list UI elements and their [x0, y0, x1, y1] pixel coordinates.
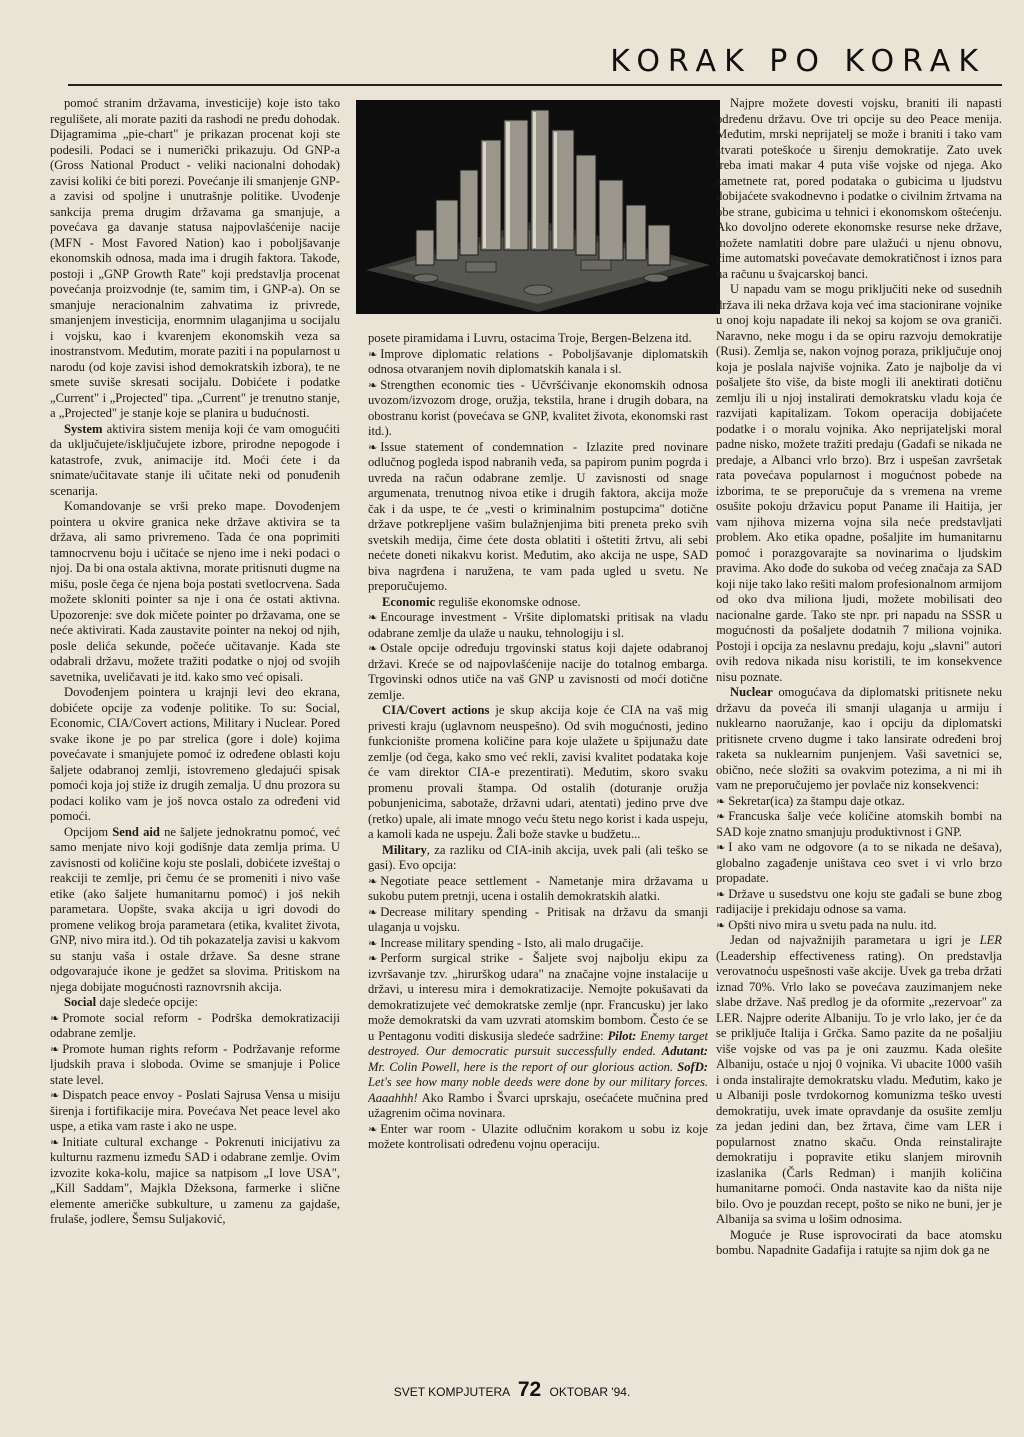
paragraph	[368, 641, 708, 703]
text-run: Francuska šalje veće količine atomskih bombi na SAD koje znatno smanjuju produktivnost i GNP.	[716, 809, 1002, 839]
text-run: Države u susedstvu one koju ste gađali se bune zbog radijacije i prekidaju odnose sa vama.	[716, 886, 1002, 916]
text-run: Opšti nivo mira u svetu pada na nulu. itd.	[728, 917, 937, 932]
paragraph	[368, 331, 708, 347]
text-run: je skup akcija koje će CIA na vaš mig privesti kraju (uglavnom neuspešno). Od svih mogućnosti, jedino funkcionište promena količine para koje ulažete u špijunažu date zemlje (od čega, kako smo već rekli, zavisi kvalitet podataka koje će vam direktor CIA-e prezentirati). Međutim, skoro svaku promenu provali štampa. Od ostalih (doturanje oružja pobunjenicima, sabotaže, državni udari, atentati) jedino prve dve (retko) upale, ali imate mnogo veću štetu nego korist i kada uspeju, a kamoli kada ne uspeju. Žali bože stavke u budžetu...	[368, 703, 708, 841]
bullet-icon: ❧	[716, 887, 726, 901]
paragraph	[368, 843, 708, 874]
bold-term: Military	[382, 842, 427, 857]
bullet-icon: ❧	[50, 1011, 60, 1025]
dialogue-speaker: SofD:	[677, 1059, 708, 1074]
text-run: Dispatch peace envoy - Poslati Sajrusa Vensa u misiju širenja i fortifikacije mira. Povećava Net peace level ako uspe, a etika vam raste i ako ne uspe.	[50, 1088, 340, 1133]
text-run: posete piramidama i Luvru, ostacima Troje, Bergen-Belzena itd.	[368, 331, 692, 345]
bullet-icon: ❧	[716, 918, 726, 932]
paragraph	[368, 1122, 708, 1153]
text-run: Issue statement of condemnation - Izlazite pred novinare odlučnog pogleda ispod nabranih veđa, sa papirom punim pogrda i uvreda na račun odabrane zemlje. U zavisnosti od snage argumenata, trenutnog nivoa etike i drugih faktora, akcija može čak i da uspe, te će „vesti o kriminalnim postupcima" dotične države potkrepljene vašim bulažnjenjima biti preneta preko svih svetskih medija, čime ćete dosta oblatiti i oštetiti žrtvu, ali sebi nećete doneti nikakvu korist. Međutim, ako akcija ne uspe, SAD biva nagrđena i naružena, te vam pada ugled u svetu. Ne preporučujemo.	[368, 439, 708, 593]
text-run: reguliše ekonomske odnose.	[435, 594, 581, 609]
text-run: Perform surgical strike - Šaljete svoj najbolju ekipu za izvršavanje tzv. „hirurškog udara" na značajne vojne instalacije u državi, u interesu mira i demokratizacije. Nemojte pokušavati da demokratizujete već demokratske zemlje (npr. Francusku) jer lako može demokratski da vam uzvrati atomskim bombom. Često će se u Pentagonu voditi diskusija sledeće sadržine:	[368, 951, 708, 1043]
italic-term: LER	[979, 933, 1002, 947]
paragraph	[368, 936, 708, 952]
paragraph	[368, 905, 708, 936]
dialogue-line: Let's see how many noble deeds were done by our military forces. Aaaahhh!	[368, 1075, 708, 1105]
bold-term: System	[64, 421, 103, 436]
paragraph	[716, 887, 1002, 918]
text-run: Jedan od najvažnijih parametara u igri je	[730, 933, 980, 947]
paragraph	[50, 825, 340, 996]
bullet-icon: ❧	[368, 642, 378, 655]
text-run: ne šaljete jednokratnu pomoć, već samo menjate nivo koji godišnje data zemlja prima. U zavisnosti od količine koju ste poslali, dobićete izveštaj o reakciji te zemlje, pri čemu će se promeniti i nivo vaše etike (ako šaljete humanitarnu pomoć) i još nekih parametara. Uopšte, svaka akcija u igri dovodi do promene velikog broja parametara (etika, kvalitet života, GNP, nivo mira itd.). Od tih pokazatelja zavisi u kakvom su stanju vaša i ostale države. Sa desne strane odgovarajuće ikone je gedžet sa slovima. Pritiskom na njega dobijate mogućnosti raznovrsnih akcija.	[50, 824, 340, 994]
bullet-icon: ❧	[50, 1135, 60, 1149]
paragraph: Dovođenjem pointera u krajnji levi deo ekrana, dobićete opcije za vođenje politike. To su: Social, Economic, CIA/Covert actions, Military i Nuclear. Pored svake ikone je po par strelica (gore i dole) kojima povećavate i smanjujete pomoć iz određene oblasti koju šaljete odabranoj zemlji, istovremeno gledajući spisak pomoći koja joj stiže iz drugih zemalja. U dnu prozora su podaci koliko vam je još novca ostalo za određeni vid pomoći.	[50, 685, 340, 823]
bullet-icon: ❧	[716, 841, 726, 854]
paragraph	[50, 1088, 340, 1135]
text-run: daje sledeće opcije:	[96, 995, 198, 1009]
bullet-icon: ❧	[50, 1042, 60, 1056]
bullet-icon: ❧	[368, 874, 378, 888]
text-run: Negotiate peace settlement - Nametanje mira državama u sukobu putem pretnji, ucena i ostalih demokratskih alatki.	[368, 873, 708, 903]
paragraph	[716, 840, 1002, 887]
bullet-icon: ❧	[368, 936, 378, 950]
bold-term: Send aid	[112, 824, 160, 839]
paragraph	[368, 703, 708, 843]
dialogue-line: Mr. Colin Powell, here is the report of our glorious action.	[368, 1059, 678, 1074]
bullet-icon: ❧	[368, 905, 378, 919]
magazine-name: SVET KOMPJUTERA	[393, 1385, 510, 1399]
text-run: Initiate cultural exchange - Pokrenuti inicijativu za kulturnu razmenu između SAD i odabrane zemlje. Ovim izvozite koka-kolu, majice sa natpisom „I love USA", „Kill Saddam", Majkla Džeksona, farmerke i slične elemente američke subkulture, u zamenu za gajdaše, frulaše, jodlere, Šemsu Suljaković,	[50, 1134, 340, 1226]
text-run: Encourage investment - Vršite diplomatski pritisak na vladu odabrane zemlje da ulaže u nauku, tehnologiju i sl.	[368, 610, 708, 640]
bullet-icon: ❧	[50, 1089, 60, 1102]
text-run: Ostale opcije određuju trgovinski status koji dajete odabranoj državi. Kreće se od najpovlašćenije nacije do totalnog embarga. Trgovinski odnos utiče na vaš GNP u zavisnosti od moći dotične zemlje.	[368, 641, 708, 702]
paragraph	[50, 1042, 340, 1089]
text-run: , za razliku od CIA-inih akcija, uvek pali (ali teško se gasi). Evo opcija:	[368, 842, 708, 872]
paragraph	[368, 378, 708, 440]
text-run: U napadu vam se mogu priključiti neke od susednih država ili neka država koja već ima stacionirane vojnike u onoj koju napadate ili nekoj sa kojom se ova graniči. Naravno, neke mogu i da se opiru razvoju demokratije (Rusi). Zemlja se, nakon vojnog poraza, priključuje onoj koja je poslala najviše vojnika. Zato je najbolje da vi pošaljete što više, da biste mogli ili anektirati dotičnu zemlju ili u njoj instalirati demokratsku vladu koja će razvijati kapitalizam. Tokom operacija dobijaćete podatke i o moralu vojnika. Ako neprijateljski moral padne nisko, možete tražiti predaju (Gadafi se nikada ne predaje, a Albanci vrlo brzo). Brz i uspešan završetak rata povećava popularnost i mogućnost pobede na izborima, te se preporučuje da s vremena na vreme osušite pokoju državicu poput Paname ili Haitija, jer vam njihova mizerna vojna sila neće predstavljati problem. Ako etika opadne, pošaljite im humanitarnu pomoć i porazgovarajte sa novinarima o ljudskim pravima. Ako dođe do sukoba od većeg značaja za SAD koji nije tako lako rešiti malom profesionalnom armijom od oko dva miliona ljudi, možete mobilisati deo nacionalne garde. Tako ste npr. pri napadu na SSSR u mogućnosti da pošaljete dodatnih 7 miliona vojnika. Postoji i opcija za neslavnu predaju, koju „slavni" autori ovih redova nikada nisu koristili, te im konsekvence nisu poznate.	[716, 282, 1002, 684]
paragraph	[716, 96, 1002, 282]
bullet-icon: ❧	[368, 378, 378, 392]
bold-term: Nuclear	[730, 685, 773, 699]
bullet-icon: ❧	[368, 440, 378, 454]
text-run: Enter war room - Ulazite odlučnim korakom u sobu iz koje možete kontrolisati određenu vojnu operaciju.	[368, 1121, 708, 1151]
text-run: (Leadership effectiveness rating). On predstavlja verovatnoću uspešnosti vaše akcije. Uvek ga treba držati iznad 70%. Vrlo lako se povećava zauzimanjem neke slabe države. Naš predlog je da oformite „rezervoar" za LER. Najpre oderite Albaniju. To je vrlo lako, jer će da se priključe Italija i Grčka. Samo pazite da ne pošaljiu više vojske od vas pa je oni zauzmu. Kada olešite Albaniju, ostaće u njoj 0 vojnika. Vi ubacite 1000 vaših i onda instalirajte demokratsku vladu. Međutim, kako je u Albaniji posle tvrdokornog komunizma teško uvesti demokratiju, uvek imate opravdanje da osušite zemlju za jedan jedini dan, bez žrtava, čime vam LER i popularnost znatno skaču. Onda reinstalirajte demokratiju i popravite etiku slanjem mirovnih izaslanika (Čarls Redman) i manjih količina humanitarne pomoći. Onda nastavite kao da ništa nije bilo. Ovo je pouzdan recept, pošto se niko ne buni, jer je Albanija sa svima u lošim odnosima.	[716, 948, 1002, 1226]
text-run: Improve diplomatic relations - Poboljšavanje diplomatskih odnosa otvaranjem novih diplomatskih kanala i sl.	[368, 346, 708, 376]
text-run: Decrease military spending - Pritisak na državu da smanji ulaganja u vojsku.	[368, 904, 708, 934]
paragraph	[368, 347, 708, 378]
article-column-2	[368, 331, 708, 1358]
bullet-icon: ❧	[368, 952, 378, 965]
paragraph	[50, 1135, 340, 1228]
paragraph	[716, 933, 1002, 1228]
bullet-icon: ❧	[716, 794, 726, 808]
paragraph	[716, 685, 1002, 794]
paragraph	[368, 874, 708, 905]
paragraph	[716, 809, 1002, 840]
paragraph: Komandovanje se vrši preko mape. Dovođenjem pointera u okvire granica neke države aktivira se ta država, ali samo privremeno. Tada će ona poprimiti tamnocrvenu boju i učitaće se njeno ime i neki podaci o njoj. Da bi ona ostala aktivna, morate pritisnuti dugme na mišu, posle čega će njena boja postati svetlocrvena. Sada možete skloniti pointer sa nje i ona će ostati aktivna. Upozorenje: sve dok mičete pointer po državama, one se neće aktivirati. Kada zaustavite pointer na nekoj od njih, posle delića sekunde, počeće učitavanje. Kada ste odabrali državu, možete tražiti podatke o njoj od svojih savetnika, uveličavati je itd. kako smo već opisali.	[50, 499, 340, 684]
text-run: Strengthen economic ties - Učvršćivanje ekonomskih odnosa uvozom/izvozom droge, oružja, tekstila, hrane i drugih dobara, na obostranu korist (povećava se GNP, kvalitet života, ekonomski rast itd.).	[368, 377, 708, 438]
paragraph	[716, 794, 1002, 810]
paragraph	[368, 610, 708, 641]
page-footer	[0, 1378, 1024, 1402]
dialogue-line: Enemy target destroyed. Our democratic pursuit successfully ended.	[368, 1028, 708, 1058]
paragraph	[368, 951, 708, 1122]
paragraph	[368, 440, 708, 595]
text-run: Promote social reform - Podrška demokratizaciji odabrane zemlje.	[50, 1010, 340, 1040]
bullet-icon: ❧	[368, 611, 378, 624]
text-run: Moguće je Ruse isprovocirati da bace atomsku bombu. Napadnite Gadafija i ratujte sa njim dok ga ne	[716, 1227, 1002, 1257]
text-run: omogućava da diplomatski pritisnete neku državu da poveća ili smanji ulaganja u armiju i nuklearno naoružanje, kao i opciju da diplomatski pritisnete crveno dugme i tako lansirate određeni broj raketa sa nuklearnim punjenjem. Vaši savetnici se, obično, neće složiti sa ovakvim potezima, a ni mi ih vam ne preporučujemo jer povlače niz konsekvenci:	[716, 685, 1002, 792]
paragraph: pomoć stranim državama, investicije) koje isto tako regulišete, ali morate paziti da rashodi ne pređu dohodak. Dijagramima „pie-chart" je prikazan procenat koji ste podesili. Podaci se i numerički prikazuju. Od GNP-a (Gross National Product - veliki nacionalni dohodak) zavisi koliki će biti porezi. Povećanje ili smanjenje GNP-a zavisi od spoljne i unutrašnje politike. Uvođenje sankcija prema drugim državama ga smanjuje, a povećava ga davanje statusa najpovlašćenije nacije (MFN - Most Favored Nation) kao i poboljšavanje ekonomskih odnosa, mada ima i drugih faktora. Takođe, postoji i „GNP Growth Rate" koji predstavlja procenat povećanja proizvodnje (te, samim tim, i GNP-a). On se smanjuje neracionalnim zahvatima iz privrede, smanjenjem investicija, enormnim ulaganjima u socijalu i vojsku, kao i kvarenjem ekonomskih veza sa inostranstvom. Međutim, morate paziti i na popularnost u narodu (od koje zavisi ishod demokratskih izbora), te ne smete suviše skresati socijalu. Dobićete i podatke „Current" i „Projected" tipa. „Current" je trenutno stanje, a „Projected" je stanje koje se planira u budućnosti.	[50, 96, 340, 420]
paragraph	[50, 995, 340, 1011]
header-rule	[68, 84, 1002, 86]
paragraph	[368, 595, 708, 611]
bullet-icon: ❧	[368, 347, 378, 361]
text-run: Sekretar(ica) za štampu daje otkaz.	[728, 793, 905, 808]
paragraph	[50, 1011, 340, 1042]
text-run: Opcijom	[64, 824, 113, 839]
article-column-2-wrap	[356, 96, 708, 1358]
paragraph	[716, 918, 1002, 934]
section-title: KORAK PO KORAK	[610, 44, 986, 79]
bullet-icon: ❧	[716, 810, 726, 823]
text-run: Najpre možete dovesti vojsku, braniti ili napasti određenu državu. Ove tri opcije su deo Peace menija. Međutim, mrski neprijatelj se može i braniti i tako vam stvarati poteškoće u širenju demokratije. Zato uvek treba imati makar 4 puta više vojske od njega. Ako zametnete rat, pored podataka o gubicima u ljudstvu dobijaćete svakodnevno i podatke o civilnim žrtvama na obe strane, gubicima u tehnici i ekonomskom oštećenju. Ako dovoljno oderete ekonomske resurse neke države, možete namlatiti dobre pare ulažući u njenu obnovu, čime automatski povećavate demokratičnost i iznos para na računu u švajcarskoj banci.	[716, 96, 1002, 281]
bold-term: Economic	[382, 594, 436, 609]
page-number: 72	[517, 1378, 542, 1401]
bold-term: Social	[64, 995, 97, 1009]
article-column-1	[50, 96, 340, 1356]
text-run: I ako vam ne odgovore (a to se nikada ne dešava), globalno zagađenje uništava ceo svet i vi vrlo brzo propadate.	[716, 840, 1002, 885]
text-run: aktivira sistem menija koji će vam omogućiti da uključujete/isključujete izbore, prirodne nepogode i katastrofe, zvuk, animacije itd. Moći ćete i da snimate/učitavate stanje ili učitate neki od ponuđenih scenarija.	[50, 421, 340, 498]
dialogue-speaker: Pilot:	[607, 1028, 637, 1043]
issue-date: OKTOBAR '94.	[549, 1385, 631, 1399]
paragraph	[716, 282, 1002, 685]
city-illustration	[356, 100, 720, 314]
paragraph	[50, 422, 340, 500]
article-column-3	[716, 96, 1002, 1356]
text-run: Ako Rambo i Švarci uprskaju, osećaćete mučnina pred užagrenim očima novinara.	[368, 1090, 708, 1120]
page-header	[28, 30, 996, 86]
bullet-icon: ❧	[368, 1122, 378, 1136]
text-run: Promote human rights reform - Podržavanje reforme ljudskih prava i sloboda. Ovime se smanjuje i Police state level.	[50, 1041, 340, 1087]
dialogue-speaker: Adutant:	[661, 1044, 708, 1058]
paragraph	[716, 1228, 1002, 1259]
text-run: Increase military spending - Isto, ali malo drugačije.	[380, 935, 644, 950]
bold-term: CIA/Covert actions	[382, 703, 490, 717]
